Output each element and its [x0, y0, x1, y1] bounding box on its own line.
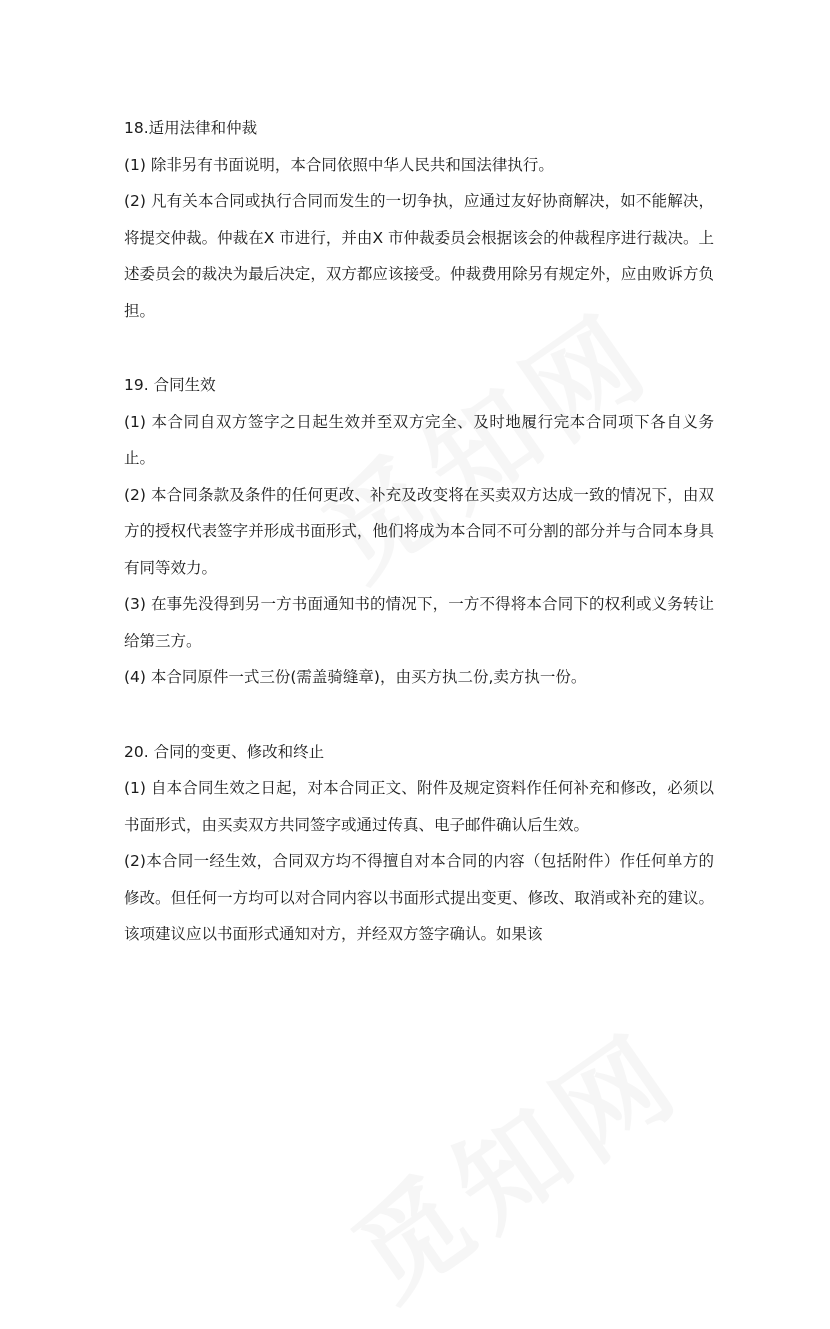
paragraph: (4) 本合同原件一式三份(需盖骑缝章)，由买方执二份,卖方执一份。: [124, 668, 587, 686]
section-18: [124, 110, 714, 329]
document-body: [124, 110, 714, 953]
section-heading: 20. 合同的变更、修改和终止: [124, 742, 325, 761]
paragraph: (2) 凡有关本合同或执行合同而发生的一切争执，应通过友好协商解决，如不能解决，将提交仲裁。仲裁在X 市进行，并由X 市仲裁委员会根据该会的仲裁程序进行裁决。上述委员会的裁决为最后决定，双方都应该接受。仲裁费用除另有规定外，应由败诉方负担。: [124, 192, 714, 320]
paragraph: (1) 本合同自双方签字之日起生效并至双方完全、及时地履行完本合同项下各自义务止。: [124, 412, 714, 467]
paragraph: (1) 除非另有书面说明，本合同依照中华人民共和国法律执行。: [124, 155, 554, 174]
paragraph: (1) 自本合同生效之日起，对本合同正文、附件及规定资料作任何补充和修改，必须以书面形式，由买卖双方共同签字或通过传真、电子邮件确认后生效。: [124, 779, 714, 834]
paragraph: (2)本合同一经生效，合同双方均不得擅自对本合同的内容（包括附件）作任何单方的修改。但任何一方均可以对合同内容以书面形式提出变更、修改、取消或补充的建议。该项建议应以书面形式通知对方，并经双方签字确认。如果该: [124, 852, 714, 943]
section-heading: 18.适用法律和仲裁: [124, 119, 258, 137]
paragraph: (2) 本合同条款及条件的任何更改、补充及改变将在买卖双方达成一致的情况下，由双方的授权代表签字并形成书面形式，他们将成为本合同不可分割的部分并与合同本身具有同等效力。: [124, 485, 714, 577]
paragraph: (3) 在事先没得到另一方书面通知书的情况下，一方不得将本合同下的权利或义务转让给第三方。: [124, 595, 714, 650]
section-20: [124, 734, 714, 953]
section-heading: 19. 合同生效: [124, 376, 216, 394]
watermark: [318, 989, 708, 1328]
section-19: [124, 367, 714, 696]
